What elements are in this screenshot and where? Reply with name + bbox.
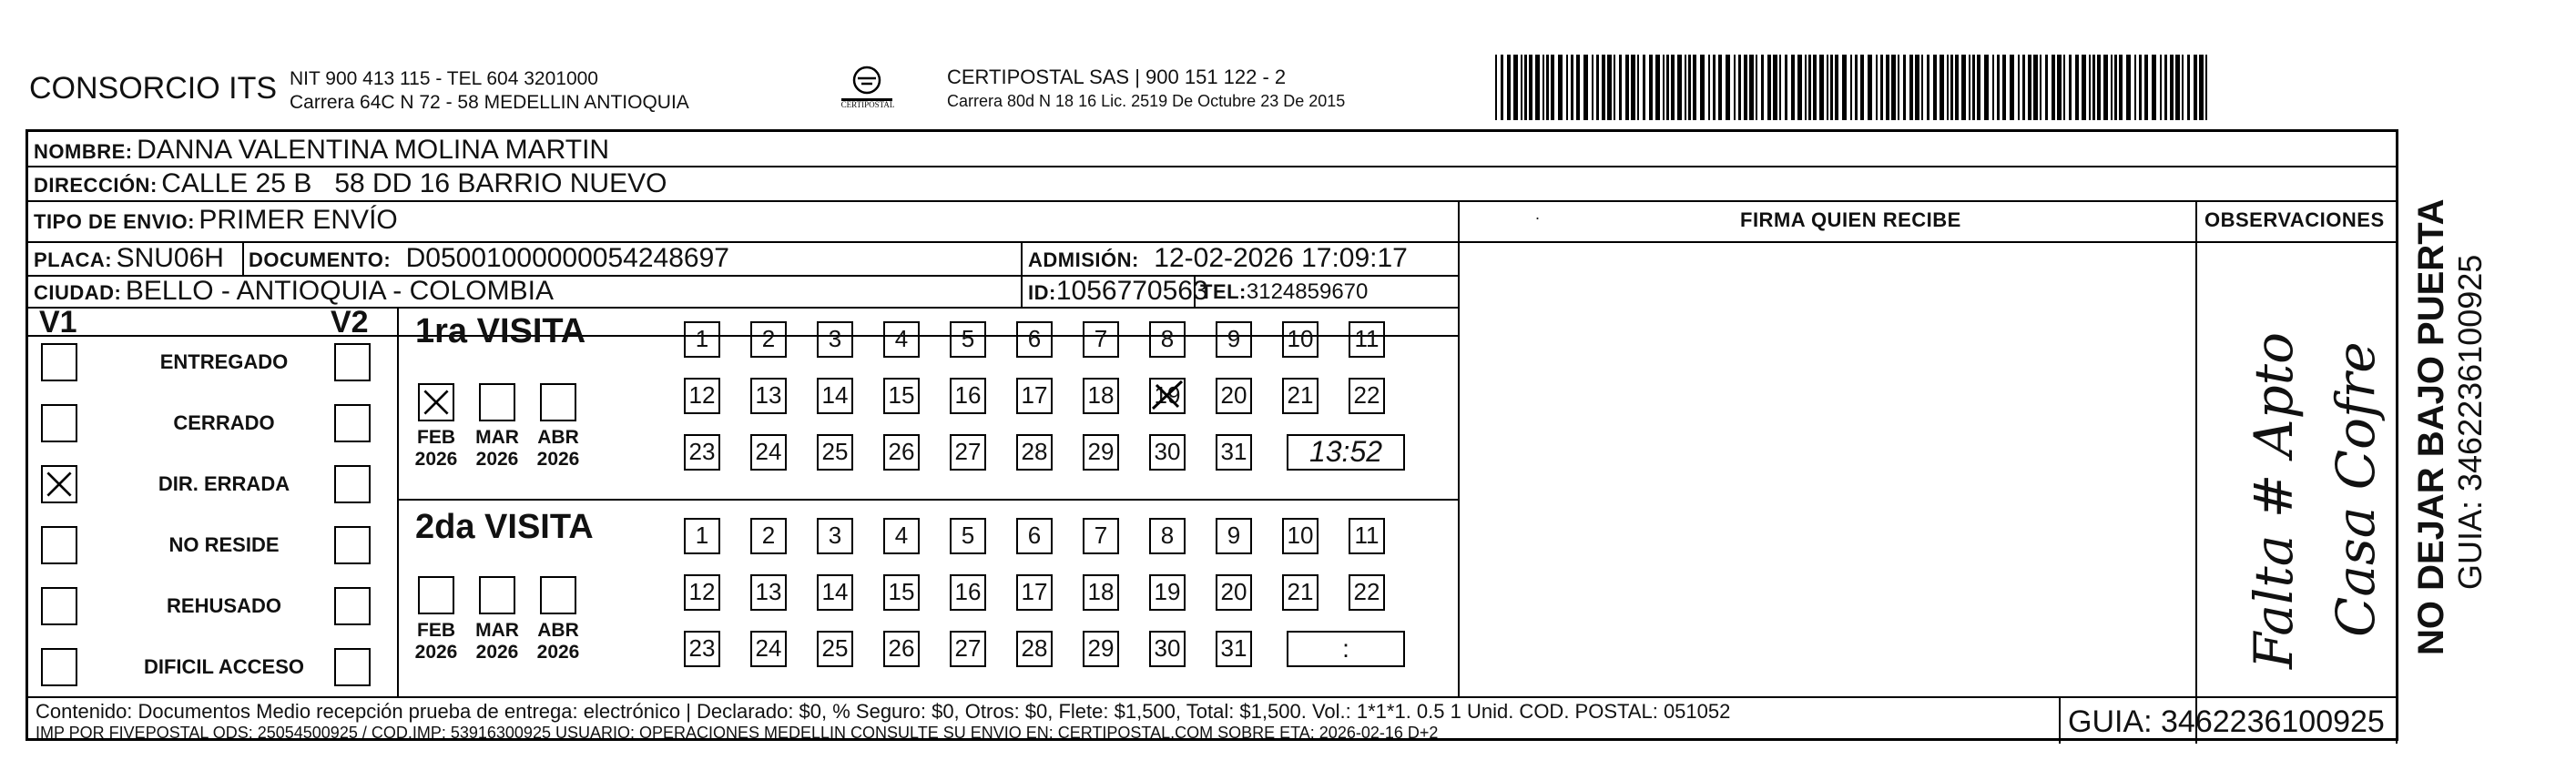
day-box[interactable]: 21 <box>1282 574 1319 611</box>
status-label: DIR. ERRADA <box>158 472 290 495</box>
day-box[interactable]: 19 <box>1149 574 1186 611</box>
barcode-bar <box>1779 55 1781 120</box>
barcode-bar <box>1551 55 1554 120</box>
barcode-bar <box>1830 55 1833 120</box>
barcode-bar <box>1513 55 1518 120</box>
v1-checkbox[interactable] <box>41 465 77 503</box>
month-label <box>531 427 585 471</box>
barcode-bar <box>2018 55 2020 120</box>
barcode-bar <box>1947 55 1949 120</box>
day-box[interactable]: 24 <box>750 434 787 471</box>
barcode-bar <box>1785 55 1787 120</box>
day-box[interactable]: 19 <box>1149 378 1186 414</box>
ciudad-value: BELLO - ANTIOQUIA - COLOMBIA <box>125 276 554 306</box>
barcode-bar <box>2199 55 2204 120</box>
barcode-bar <box>1813 55 1817 120</box>
month-checkbox[interactable] <box>479 576 515 614</box>
barcode-bar <box>1576 55 1580 120</box>
barcode-bar <box>1625 55 1629 120</box>
barcode-bar <box>2052 55 2055 120</box>
month-name: MAR <box>475 427 519 448</box>
barcode-bar <box>1700 55 1705 120</box>
admision-label: ADMISIÓN: <box>1028 248 1139 271</box>
barcode-bar <box>1495 55 1497 120</box>
day-box[interactable]: 7 <box>1083 321 1119 358</box>
shipping-form <box>25 129 2398 741</box>
barcode-bar <box>1880 55 1883 120</box>
barcode-bar <box>1921 55 1923 120</box>
visit2-title: 2da VISITA <box>415 508 594 546</box>
tipo-envio-value: PRIMER ENVÍO <box>199 205 398 235</box>
handwritten-observation-1: Falta # Apto <box>2243 331 2305 669</box>
month-label <box>409 427 463 471</box>
admision-value: 12-02-2026 17:09:17 <box>1154 243 1408 273</box>
barcode-bar <box>1909 55 1913 120</box>
admision-cell <box>1028 243 1408 274</box>
day-box[interactable]: 27 <box>950 631 986 667</box>
barcode-bar <box>1761 55 1764 120</box>
visit1-title: 1ra VISITA <box>415 312 586 350</box>
id-label: ID: <box>1028 281 1056 304</box>
barcode-bar <box>1677 55 1682 120</box>
company-address-line: Carrera 64C N 72 - 58 MEDELLIN ANTIOQUIA <box>290 92 689 113</box>
status-label: CERRADO <box>173 411 275 434</box>
v2-label: V2 <box>331 305 369 339</box>
barcode-bar <box>2111 55 2113 120</box>
barcode-bar <box>1955 55 1959 120</box>
day-box[interactable]: 17 <box>1016 574 1053 611</box>
barcode-bar <box>1524 55 1527 120</box>
barcode-bar <box>1898 55 1899 120</box>
tel-value: 3124859670 <box>1246 279 1369 304</box>
barcode-bar <box>2134 55 2136 120</box>
barcode <box>1495 55 2211 120</box>
barcode-bar <box>2164 55 2167 120</box>
barcode-bar <box>2069 55 2072 120</box>
day-box[interactable]: 25 <box>817 434 853 471</box>
barcode-bar <box>2170 55 2174 120</box>
company-nit-line: NIT 900 413 115 - TEL 604 3201000 <box>290 68 598 89</box>
id-cell <box>1028 276 1208 307</box>
barcode-bar <box>1767 55 1771 120</box>
day-box[interactable]: 20 <box>1216 378 1252 414</box>
barcode-bar <box>1915 55 1919 120</box>
barcode-bar <box>1546 55 1549 120</box>
certipostal-logo <box>840 64 894 115</box>
day-box[interactable]: 30 <box>1149 434 1186 471</box>
barcode-bar <box>1927 55 1929 120</box>
barcode-bar <box>1631 55 1635 120</box>
barcode-bar <box>1876 55 1878 120</box>
month-year: 2026 <box>475 449 519 470</box>
barcode-bar <box>1835 55 1838 120</box>
barcode-bar <box>1655 55 1660 120</box>
v1-checkbox[interactable] <box>41 587 77 625</box>
barcode-bar <box>2075 55 2079 120</box>
barcode-bar <box>1713 55 1716 120</box>
visit-time-field[interactable]: 13:52 <box>1287 434 1405 471</box>
month-year: 2026 <box>536 449 580 470</box>
day-box[interactable]: 26 <box>883 631 920 667</box>
month-label <box>470 620 524 664</box>
documento-label: DOCUMENTO: <box>249 248 392 271</box>
firma-header: . <box>1535 205 1541 223</box>
barcode-bar <box>1583 55 1588 120</box>
check-x-icon <box>43 467 76 502</box>
direccion-label: DIRECCIÓN: <box>34 174 158 197</box>
day-box[interactable]: 29 <box>1083 434 1119 471</box>
day-box[interactable]: 14 <box>817 574 853 611</box>
day-box[interactable]: 24 <box>750 631 787 667</box>
day-box[interactable]: 11 <box>1349 518 1385 554</box>
barcode-bar <box>1607 55 1612 120</box>
barcode-bar <box>2152 55 2156 120</box>
day-box[interactable]: 31 <box>1216 434 1252 471</box>
status-label: NO RESIDE <box>168 533 280 556</box>
day-box[interactable]: 18 <box>1083 378 1119 414</box>
ciudad-cell <box>34 276 554 307</box>
placa-label: PLACA: <box>34 248 113 271</box>
barcode-bar <box>1663 55 1665 120</box>
logo-caption: CERTIPOSTAL <box>840 100 895 109</box>
barcode-bar <box>1571 55 1573 120</box>
day-box[interactable]: 26 <box>883 434 920 471</box>
month-name: ABR <box>537 620 579 641</box>
month-year: 2026 <box>414 642 458 663</box>
day-box[interactable]: 28 <box>1016 631 1053 667</box>
day-box[interactable]: 12 <box>684 378 720 414</box>
barcode-bar <box>2114 55 2117 120</box>
day-box[interactable]: 14 <box>817 378 853 414</box>
carrier-info <box>947 66 1345 113</box>
month-name: MAR <box>475 620 519 641</box>
barcode-bar <box>2182 55 2184 120</box>
day-box[interactable]: 13 <box>750 378 787 414</box>
day-box[interactable]: 4 <box>883 518 920 554</box>
direccion-value: CALLE 25 B 58 DD 16 BARRIO NUEVO <box>161 168 667 198</box>
barcode-bar <box>1886 55 1889 120</box>
day-box[interactable]: 30 <box>1149 631 1186 667</box>
barcode-bar <box>1666 55 1669 120</box>
footer-contents: Contenido: Documentos Medio recepción prueba de entrega: electrónico | Declarado: $0, % Seguro: $0, Otros: $0, Flete: $1,500, Total: $1,500. Vol.: 1*1*1. 0.5 1 Unid. COD. POSTAL: 051052 <box>36 700 1731 723</box>
company-name: CONSORCIO ITS <box>29 71 278 106</box>
barcode-bar <box>1749 55 1754 120</box>
barcode-bar <box>2205 55 2207 120</box>
month-label <box>409 620 463 664</box>
day-box[interactable]: 13 <box>750 574 787 611</box>
barcode-bar <box>1614 55 1615 120</box>
day-box[interactable]: 1 <box>684 321 720 358</box>
visit-time-field[interactable]: : <box>1287 631 1405 667</box>
barcode-bar <box>2040 55 2041 120</box>
month-checkbox[interactable] <box>479 383 515 421</box>
day-box[interactable]: 22 <box>1349 574 1385 611</box>
v1-checkbox[interactable] <box>41 648 77 686</box>
day-box[interactable]: 31 <box>1216 631 1252 667</box>
month-checkbox[interactable] <box>418 383 454 421</box>
barcode-bar <box>1819 55 1824 120</box>
barcode-bar <box>2063 55 2065 120</box>
barcode-bar <box>1977 55 1980 120</box>
status-label: REHUSADO <box>167 594 281 617</box>
barcode-bar <box>2160 55 2162 120</box>
v2-checkbox[interactable] <box>334 587 371 625</box>
status-label: DIFICIL ACCESO <box>143 655 304 678</box>
barcode-bar <box>1507 55 1511 120</box>
barcode-bar <box>1961 55 1966 120</box>
barcode-bar <box>1685 55 1686 120</box>
month-year: 2026 <box>536 642 580 663</box>
barcode-bar <box>1903 55 1906 120</box>
day-box[interactable]: 15 <box>883 378 920 414</box>
v1-checkbox[interactable] <box>41 526 77 564</box>
barcode-bar <box>1969 55 1970 120</box>
tipo-envio-label: TIPO DE ENVIO: <box>34 210 195 233</box>
month-name: ABR <box>537 427 579 448</box>
barcode-bar <box>1805 55 1807 120</box>
barcode-bar <box>1797 55 1802 120</box>
barcode-bar <box>1543 55 1544 120</box>
barcode-bar <box>1566 55 1568 120</box>
day-box[interactable]: 3 <box>817 321 853 358</box>
barcode-bar <box>1529 55 1532 120</box>
barcode-bar <box>1738 55 1741 120</box>
barcode-bar <box>1827 55 1828 120</box>
barcode-bar <box>1997 55 2000 120</box>
barcode-bar <box>1718 55 1722 120</box>
day-box[interactable]: 6 <box>1016 518 1053 554</box>
tel-label: TEL: <box>1200 280 1247 303</box>
documento-cell <box>249 243 729 274</box>
day-box[interactable]: 15 <box>883 574 920 611</box>
barcode-bar <box>2082 55 2086 120</box>
month-name: FEB <box>417 620 455 641</box>
day-box[interactable]: 8 <box>1149 518 1186 554</box>
day-box[interactable]: 8 <box>1149 321 1186 358</box>
observaciones-label: OBSERVACIONES <box>2204 208 2385 231</box>
barcode-bar <box>2097 55 2101 120</box>
month-checkbox[interactable] <box>540 576 576 614</box>
barcode-bar <box>2194 55 2197 120</box>
check-x-icon <box>420 385 453 420</box>
side-guia: GUIA: 3462236100925 <box>2451 254 2489 590</box>
month-checkbox[interactable] <box>540 383 576 421</box>
day-box[interactable]: 16 <box>950 378 986 414</box>
month-checkbox[interactable] <box>418 576 454 614</box>
month-year: 2026 <box>414 449 458 470</box>
barcode-bar <box>2028 55 2031 120</box>
day-box[interactable]: 25 <box>817 631 853 667</box>
barcode-bar <box>1558 55 1563 120</box>
day-cross-icon <box>1149 378 1186 414</box>
barcode-bar <box>2187 55 2190 120</box>
barcode-bar <box>2089 55 2091 120</box>
day-box[interactable]: 22 <box>1349 378 1385 414</box>
day-box[interactable]: 9 <box>1216 518 1252 554</box>
barcode-bar <box>1637 55 1639 120</box>
barcode-bar <box>2033 55 2038 120</box>
day-box[interactable]: 2 <box>750 321 787 358</box>
barcode-bar <box>1693 55 1696 120</box>
placa-cell <box>34 243 224 274</box>
tipo-envio-row <box>34 205 398 236</box>
month-label <box>470 427 524 471</box>
day-box[interactable]: 5 <box>950 321 986 358</box>
day-box[interactable]: 12 <box>684 574 720 611</box>
day-box[interactable]: 29 <box>1083 631 1119 667</box>
v2-checkbox[interactable] <box>334 465 371 503</box>
day-box[interactable]: 9 <box>1216 321 1252 358</box>
barcode-bar <box>1649 55 1653 120</box>
barcode-bar <box>1535 55 1540 120</box>
day-box[interactable]: 11 <box>1349 321 1385 358</box>
v2-checkbox[interactable] <box>334 343 371 381</box>
v1-checkbox[interactable] <box>41 404 77 442</box>
barcode-bar <box>2139 55 2142 120</box>
v1-checkbox[interactable] <box>41 343 77 381</box>
barcode-bar <box>1501 55 1503 120</box>
day-box[interactable]: 1 <box>684 518 720 554</box>
barcode-bar <box>1726 55 1730 120</box>
barcode-bar <box>1972 55 1975 120</box>
barcode-bar <box>2057 55 2062 120</box>
day-box[interactable]: 28 <box>1016 434 1053 471</box>
barcode-bar <box>1773 55 1777 120</box>
barcode-bar <box>1602 55 1605 120</box>
nombre-label: NOMBRE: <box>34 140 133 163</box>
barcode-bar <box>2126 55 2131 120</box>
v2-checkbox[interactable] <box>334 648 371 686</box>
barcode-bar <box>1992 55 1994 120</box>
month-label <box>531 620 585 664</box>
day-box[interactable]: 3 <box>817 518 853 554</box>
id-value: 1056770563 <box>1055 276 1208 306</box>
placa-value: SNU06H <box>116 243 224 273</box>
barcode-bar <box>1791 55 1795 120</box>
barcode-bar <box>1842 55 1847 120</box>
tel-cell <box>1200 279 1368 305</box>
day-box[interactable]: 10 <box>1282 321 1319 358</box>
day-box[interactable]: 18 <box>1083 574 1119 611</box>
ciudad-label: CIUDAD: <box>34 281 122 304</box>
barcode-bar <box>2002 55 2006 120</box>
direccion-row <box>34 168 667 199</box>
barcode-bar <box>1734 55 1736 120</box>
barcode-bar <box>2103 55 2108 120</box>
footer-guia: GUIA: 3462236100925 <box>2068 704 2385 739</box>
day-box[interactable]: 27 <box>950 434 986 471</box>
barcode-bar <box>1596 55 1599 120</box>
v2-checkbox[interactable] <box>334 526 371 564</box>
barcode-bar <box>2175 55 2180 120</box>
nombre-row <box>34 135 609 166</box>
day-box[interactable]: 5 <box>950 518 986 554</box>
barcode-bar <box>1619 55 1622 120</box>
barcode-bar <box>1860 55 1864 120</box>
barcode-bar <box>1744 55 1747 120</box>
documento-value: D05001000000054248697 <box>405 243 729 273</box>
barcode-bar <box>1950 55 1953 120</box>
barcode-bar <box>1855 55 1858 120</box>
day-box[interactable]: 4 <box>883 321 920 358</box>
company-info <box>290 67 689 115</box>
barcode-bar <box>1933 55 1937 120</box>
barcode-bar <box>2144 55 2148 120</box>
barcode-bar <box>1808 55 1811 120</box>
day-box[interactable]: 21 <box>1282 378 1319 414</box>
barcode-bar <box>1688 55 1691 120</box>
barcode-bar <box>1891 55 1896 120</box>
footer-print-info: IMP POR FIVEPOSTAL ODS: 25054500925 / COD.IMP: 53916300925 USUARIO: OPERACIONES MEDELLIN CONSULTE SU ENVIO EN: CERTIPOSTAL.COM SOBRE ETA: 2026-02-16 D+2 <box>36 724 1439 742</box>
day-box[interactable]: 23 <box>684 631 720 667</box>
month-name: FEB <box>417 427 455 448</box>
barcode-bar <box>1850 55 1852 120</box>
day-box[interactable]: 10 <box>1282 518 1319 554</box>
v1-label: V1 <box>39 305 77 339</box>
barcode-bar <box>1940 55 1944 120</box>
barcode-bar <box>2022 55 2025 120</box>
month-year: 2026 <box>475 642 519 663</box>
barcode-bar <box>2119 55 2123 120</box>
barcode-bar <box>2092 55 2095 120</box>
carrier-address-line: Carrera 80d N 18 16 Lic. 2519 De Octubre 23 De 2015 <box>947 92 1346 110</box>
day-box[interactable]: 20 <box>1216 574 1252 611</box>
day-box[interactable]: 6 <box>1016 321 1053 358</box>
day-box[interactable]: 23 <box>684 434 720 471</box>
barcode-bar <box>1708 55 1710 120</box>
day-box[interactable]: 2 <box>750 518 787 554</box>
barcode-bar <box>1643 55 1645 120</box>
barcode-bar <box>1756 55 1757 120</box>
barcode-bar <box>1592 55 1593 120</box>
day-box[interactable]: 17 <box>1016 378 1053 414</box>
barcode-bar <box>1521 55 1522 120</box>
nombre-value: DANNA VALENTINA MOLINA MARTIN <box>137 135 610 165</box>
barcode-bar <box>1671 55 1675 120</box>
day-box[interactable]: 16 <box>950 574 986 611</box>
no-dejar-bajo-puerta: NO DEJAR BAJO PUERTA <box>2411 198 2451 655</box>
handwritten-observation-2: Casa Cofre <box>2325 341 2387 637</box>
barcode-bar <box>2010 55 2014 120</box>
barcode-bar <box>2045 55 2048 120</box>
barcode-bar <box>1984 55 1989 120</box>
carrier-name-line: CERTIPOSTAL SAS | 900 151 122 - 2 <box>947 66 1287 88</box>
v2-checkbox[interactable] <box>334 404 371 442</box>
firma-label: FIRMA QUIEN RECIBE <box>1740 208 1961 231</box>
status-label: ENTREGADO <box>159 350 289 373</box>
day-box[interactable]: 7 <box>1083 518 1119 554</box>
barcode-bar <box>1868 55 1872 120</box>
